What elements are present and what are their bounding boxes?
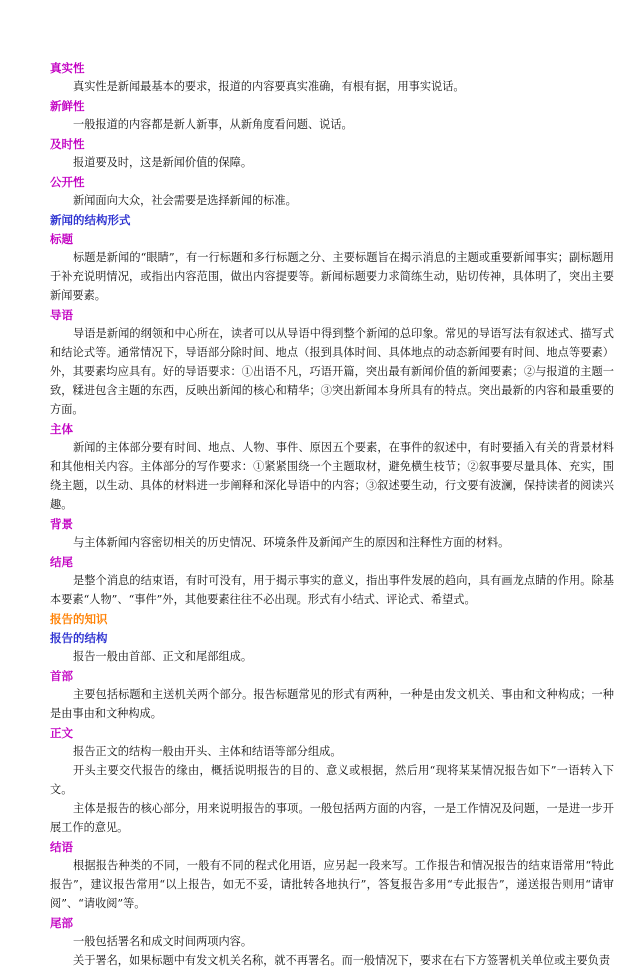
section-heading: 及时性 — [50, 137, 85, 151]
body-paragraph: 真实性是新闻最基本的要求，报道的内容要真实准确，有根有据，用事实说话。 — [73, 80, 465, 93]
body-paragraph: 是整个消息的结束语，有时可没有，用于揭示事实的意义，指出事件发展的趋向，具有画龙点睛的作用。除基本要素“人物”、“事件”外，其他要素往往不必出现。形式有小结式、评论式、希望式。 — [50, 574, 614, 606]
section-heading: 结尾 — [50, 555, 73, 569]
body-paragraph: 关于署名，如果标题中有发文机关名称，就不再署名。而一般情况下，要求在右下方签署机关单位或主要负责 — [73, 954, 611, 967]
body-paragraph: 开头主要交代报告的缘由，概括说明报告的目的、意义或根据，然后用“现将某某情况报告如下”一语转入下文。 — [50, 764, 614, 796]
body-paragraph: 主体是报告的核心部分，用来说明报告的事项。一般包括两方面的内容，一是工作情况及问题，一是进一步开展工作的意见。 — [50, 802, 614, 834]
body-paragraph: 与主体新闻内容密切相关的历史情况、环境条件及新闻产生的原因和注释性方面的材料。 — [73, 536, 510, 549]
section-heading: 公开性 — [50, 175, 85, 189]
section-heading: 报告的知识 — [50, 612, 108, 626]
section-heading: 背景 — [50, 517, 73, 531]
section-heading: 首部 — [50, 669, 73, 683]
section-heading: 真实性 — [50, 61, 85, 75]
body-paragraph: 导语是新闻的纲领和中心所在，读者可以从导语中得到整个新闻的总印象。常见的导语写法有叙述式、描写式和结论式等。通常情况下，导语部分除时间、地点（报到具体时间、具体地点的动态新闻要有时间、地点等要素）外，其要素均应具有。好的导语要求：①出语不凡，巧语开篇，突出最有新闻价值的新闻要素；②与报道的主题一致，糅进包含主题的东西，反映出新闻的核心和精华；③突出新闻本身所具有的特点。突出最新的内容和最重要的方面。 — [50, 327, 614, 416]
body-paragraph: 一般报道的内容都是新人新事，从新角度看问题、说话。 — [73, 118, 353, 131]
body-paragraph: 报告正文的结构一般由开头、主体和结语等部分组成。 — [73, 745, 342, 758]
section-heading: 正文 — [50, 726, 73, 740]
section-heading: 新鲜性 — [50, 99, 85, 113]
section-heading: 新闻的结构形式 — [50, 213, 131, 227]
section-heading: 尾部 — [50, 916, 73, 930]
section-heading: 报告的结构 — [50, 631, 108, 645]
body-paragraph: 新闻面向大众，社会需要是选择新闻的标准。 — [73, 194, 297, 207]
section-heading: 导语 — [50, 308, 73, 322]
section-heading: 标题 — [50, 232, 73, 246]
body-paragraph: 标题是新闻的“眼睛”，有一行标题和多行标题之分、主要标题旨在揭示消息的主题或重要新闻事实；副标题用于补充说明情况，或指出内容范围，做出内容提要等。新闻标题要力求简练生动，贴切传神，具体明了，突出主要新闻要素。 — [50, 251, 614, 302]
body-paragraph: 报告一般由首部、正文和尾部组成。 — [73, 650, 253, 663]
body-paragraph: 一般包括署名和成文时间两项内容。 — [73, 935, 253, 948]
body-paragraph: 主要包括标题和主送机关两个部分。报告标题常见的形式有两种，一种是由发文机关、事由和文种构成；一种是由事由和文种构成。 — [50, 688, 614, 720]
section-heading: 主体 — [50, 422, 73, 436]
body-paragraph: 新闻的主体部分要有时间、地点、人物、事件、原因五个要素，在事件的叙述中，有时要插入有关的背景材料和其他相关内容。主体部分的写作要求：①紧紧围绕一个主题取材，避免横生枝节；②叙事要尽量具体、充实，围绕主题，以生动、具体的材料进一步阐释和深化导语中的内容；③叙述要生动，行文要有波澜，保持读者的阅读兴趣。 — [50, 441, 614, 511]
body-paragraph: 报道要及时，这是新闻价值的保障。 — [73, 156, 253, 169]
section-heading: 结语 — [50, 840, 73, 854]
body-paragraph: 根据报告种类的不同，一般有不同的程式化用语，应另起一段来写。工作报告和情况报告的结束语常用“特此报告”，建议报告常用“以上报告，如无不妥，请批转各地执行”，答复报告多用“专此报告”，递送报告则用“请审阅”、“请收阅”等。 — [50, 859, 614, 910]
